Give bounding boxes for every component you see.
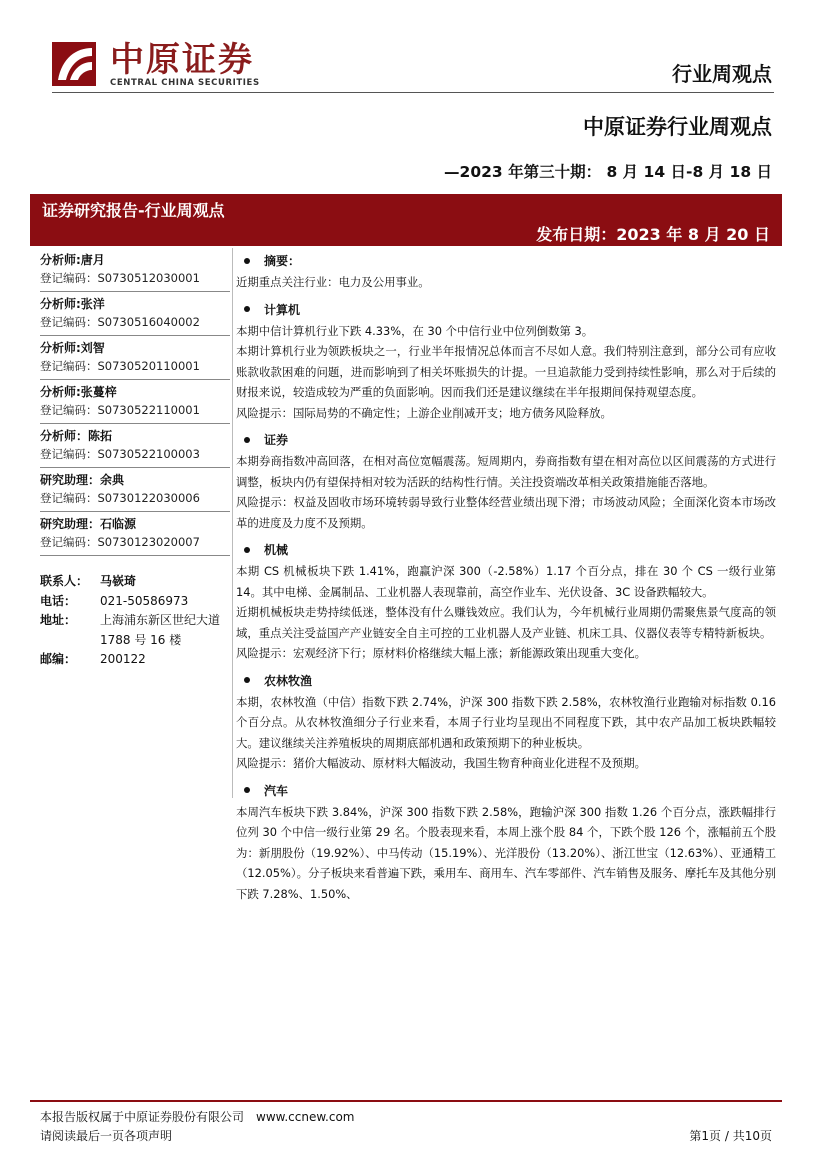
company-logo-mark <box>52 42 96 86</box>
section-paragraph: 本期中信计算机行业下跌 4.33%，在 30 个中信行业中位列倒数第 3。 <box>236 323 594 338</box>
analyst-list <box>40 248 230 556</box>
banner-report-type: 证券研究报告-行业周观点 <box>42 201 225 220</box>
document-subtitle: —2023 年第三十期： 8 月 14 日-8 月 18 日 <box>444 163 772 181</box>
section-automotive <box>236 780 776 905</box>
report-category: 行业周观点 <box>672 62 772 86</box>
section-summary <box>236 250 776 293</box>
analyst-name: 分析师：陈拓 <box>40 429 113 443</box>
section-heading: 农林牧渔 <box>264 673 313 688</box>
section-heading: 证券 <box>264 433 289 447</box>
section-paragraph: 近期重点关注行业：电力及公用事业。 <box>236 275 430 289</box>
analyst-name: 分析师:张洋 <box>40 297 105 311</box>
column-divider <box>232 248 233 798</box>
section-paragraph: 本期，农林牧渔（中信）指数下跌 2.74%，沪深 300 指数下跌 2.58%，农林牧渔行业跑输对标指数 0.16 个百分点。从农林牧渔细分子行业来看，本周子行业均呈现出不同程度下跌，其中农产品加工板块跌幅较大。建议继续关注养殖板块的周期底部机遇和政策预期下的种业板块。 <box>236 694 776 750</box>
section-securities <box>236 429 776 533</box>
contact-zip-label: 邮编： <box>40 652 77 666</box>
logo-english-name: CENTRAL CHINA SECURITIES <box>110 78 260 88</box>
contact-person-label: 联系人： <box>40 574 89 588</box>
contact-address-label: 地址： <box>40 613 77 627</box>
analyst-entry <box>40 383 230 424</box>
document-title: 中原证券行业周观点 <box>583 115 772 139</box>
section-paragraph: 本期 CS 机械板块下跌 1.41%，跑赢沪深 300（-2.58%）1.17 个百分点，排在 30 个 CS 一级行业第 14。其中电梯、金属制品、工业机器人表现靠前，高空作业车、光伏设备、3C 设备跌幅较大。 <box>236 564 776 599</box>
contact-zip: 200122 <box>100 652 146 666</box>
section-paragraph: 风险提示：猪价大幅波动、原材料大幅波动，我国生物育种商业化进程不及预期。 <box>236 756 647 770</box>
logo-chinese-name: 中原证券 <box>110 40 254 80</box>
bullet-icon <box>244 787 250 793</box>
analyst-entry <box>40 515 230 556</box>
banner-publish-date: 发布日期：2023 年 8 月 20 日 <box>536 225 770 244</box>
page-number: 第1页 / 共10页 <box>689 1129 772 1143</box>
bullet-icon <box>244 437 250 443</box>
bullet-icon <box>244 677 250 683</box>
analyst-name: 分析师:刘智 <box>40 341 105 355</box>
contact-phone: 021-50586973 <box>100 593 189 608</box>
section-heading: 机械 <box>264 543 289 557</box>
section-paragraph: 风险提示：权益及固收市场环境转弱导致行业整体经营业绩出现下滑；市场波动风险；全面深化资本市场改革的进度及力度不及预期。 <box>236 495 776 530</box>
contact-address: 上海浦东新区世纪大道 1788 号 16 楼 <box>100 613 221 647</box>
section-heading: 汽车 <box>264 783 289 798</box>
report-body <box>236 244 776 904</box>
contact-block <box>40 572 230 670</box>
section-paragraph: 本期计算机行业为领跌板块之一，行业半年报情况总体而言不尽如人意。我们特别注意到，部分公司有应收账款收款困难的问题，进而影响到了相关坏账损失的计提。一旦追款能力受到持续性影响，那么对于后续的财报来说，较造成较为严重的负面影响。因而我们还是建议继续在半年报期间保持观望态度。 <box>236 344 776 399</box>
analyst-name: 研究助理：石临源 <box>40 517 137 531</box>
section-paragraph: 风险提示：国际局势的不确定性；上游企业削减开支；地方债务风险释放。 <box>236 405 612 420</box>
analyst-name: 分析师:张蔓梓 <box>40 385 117 399</box>
section-agriculture <box>236 670 776 774</box>
section-paragraph: 近期机械板块走势持续低迷，整体没有什么赚钱效应。我们认为，今年机械行业周期仍需聚焦景气度高的领域，重点关注受益国产产业链安全自主可控的工业机器人及产业链、机床工具、仪器仪表等专精特新板块。 <box>236 605 776 640</box>
analyst-entry <box>40 251 230 292</box>
section-paragraph: 本周汽车板块下跌 3.84%，沪深 300 指数下跌 2.58%，跑输沪深 300 指数 1.26 个百分点，涨跌幅排行位列 30 个中信一级行业第 29 名。个股表现来看，本周上涨个股 84 个，下跌个股 126 个，涨幅前五个股为：新朋股份（19.92%）、中马传动（15.19%）、光洋股份（13.20%）、浙江世宝（12.63%）、亚通精工（12.05%）。分子板块来看普遍下跌，乘用车、商用车、汽车零部件、汽车销售及服务、摩托车及其他分别下跌 7.28%、1.50%、 <box>236 804 776 901</box>
analyst-reg-code: 登记编码：S0730520110001 <box>40 357 230 380</box>
analyst-name: 分析师:唐月 <box>40 253 105 267</box>
section-heading: 计算机 <box>264 302 301 317</box>
analyst-reg-code: 登记编码：S0730122030006 <box>40 489 230 512</box>
analyst-reg-code: 登记编码：S0730123020007 <box>40 533 230 556</box>
analyst-entry <box>40 339 230 380</box>
bullet-icon <box>244 258 250 264</box>
header-divider <box>52 92 774 93</box>
contact-phone-label: 电话： <box>40 593 77 608</box>
analyst-entry <box>40 471 230 512</box>
analyst-entry <box>40 427 230 468</box>
contact-person: 马嵚琦 <box>100 574 137 588</box>
analyst-entry <box>40 295 230 336</box>
footer-divider <box>30 1100 782 1102</box>
footer-disclaimer: 请阅读最后一页各项声明 <box>40 1129 173 1143</box>
analyst-name: 研究助理：余典 <box>40 473 125 487</box>
bullet-icon <box>244 306 250 312</box>
section-paragraph: 本期券商指数冲高回落，在相对高位宽幅震荡。短周期内，券商指数有望在相对高位以区间震荡的方式进行调整，板块内仍有望保持相对较为活跃的结构性行情。关注投资端改革相关政策措施能否落地。 <box>236 454 776 489</box>
section-heading: 摘要： <box>264 254 301 268</box>
analyst-reg-code: 登记编码：S0730516040002 <box>40 313 230 336</box>
analyst-reg-code: 登记编码：S0730522100003 <box>40 445 230 468</box>
section-paragraph: 风险提示：宏观经济下行；原材料价格继续大幅上涨；新能源政策出现重大变化。 <box>236 646 647 660</box>
footer-copyright: 本报告版权属于中原证券股份有限公司 www.ccnew.com <box>40 1110 355 1124</box>
section-machinery <box>236 539 776 664</box>
section-computer <box>236 299 776 424</box>
bullet-icon <box>244 547 250 553</box>
analyst-reg-code: 登记编码：S0730522110001 <box>40 401 230 424</box>
analyst-reg-code: 登记编码：S0730512030001 <box>40 269 230 292</box>
